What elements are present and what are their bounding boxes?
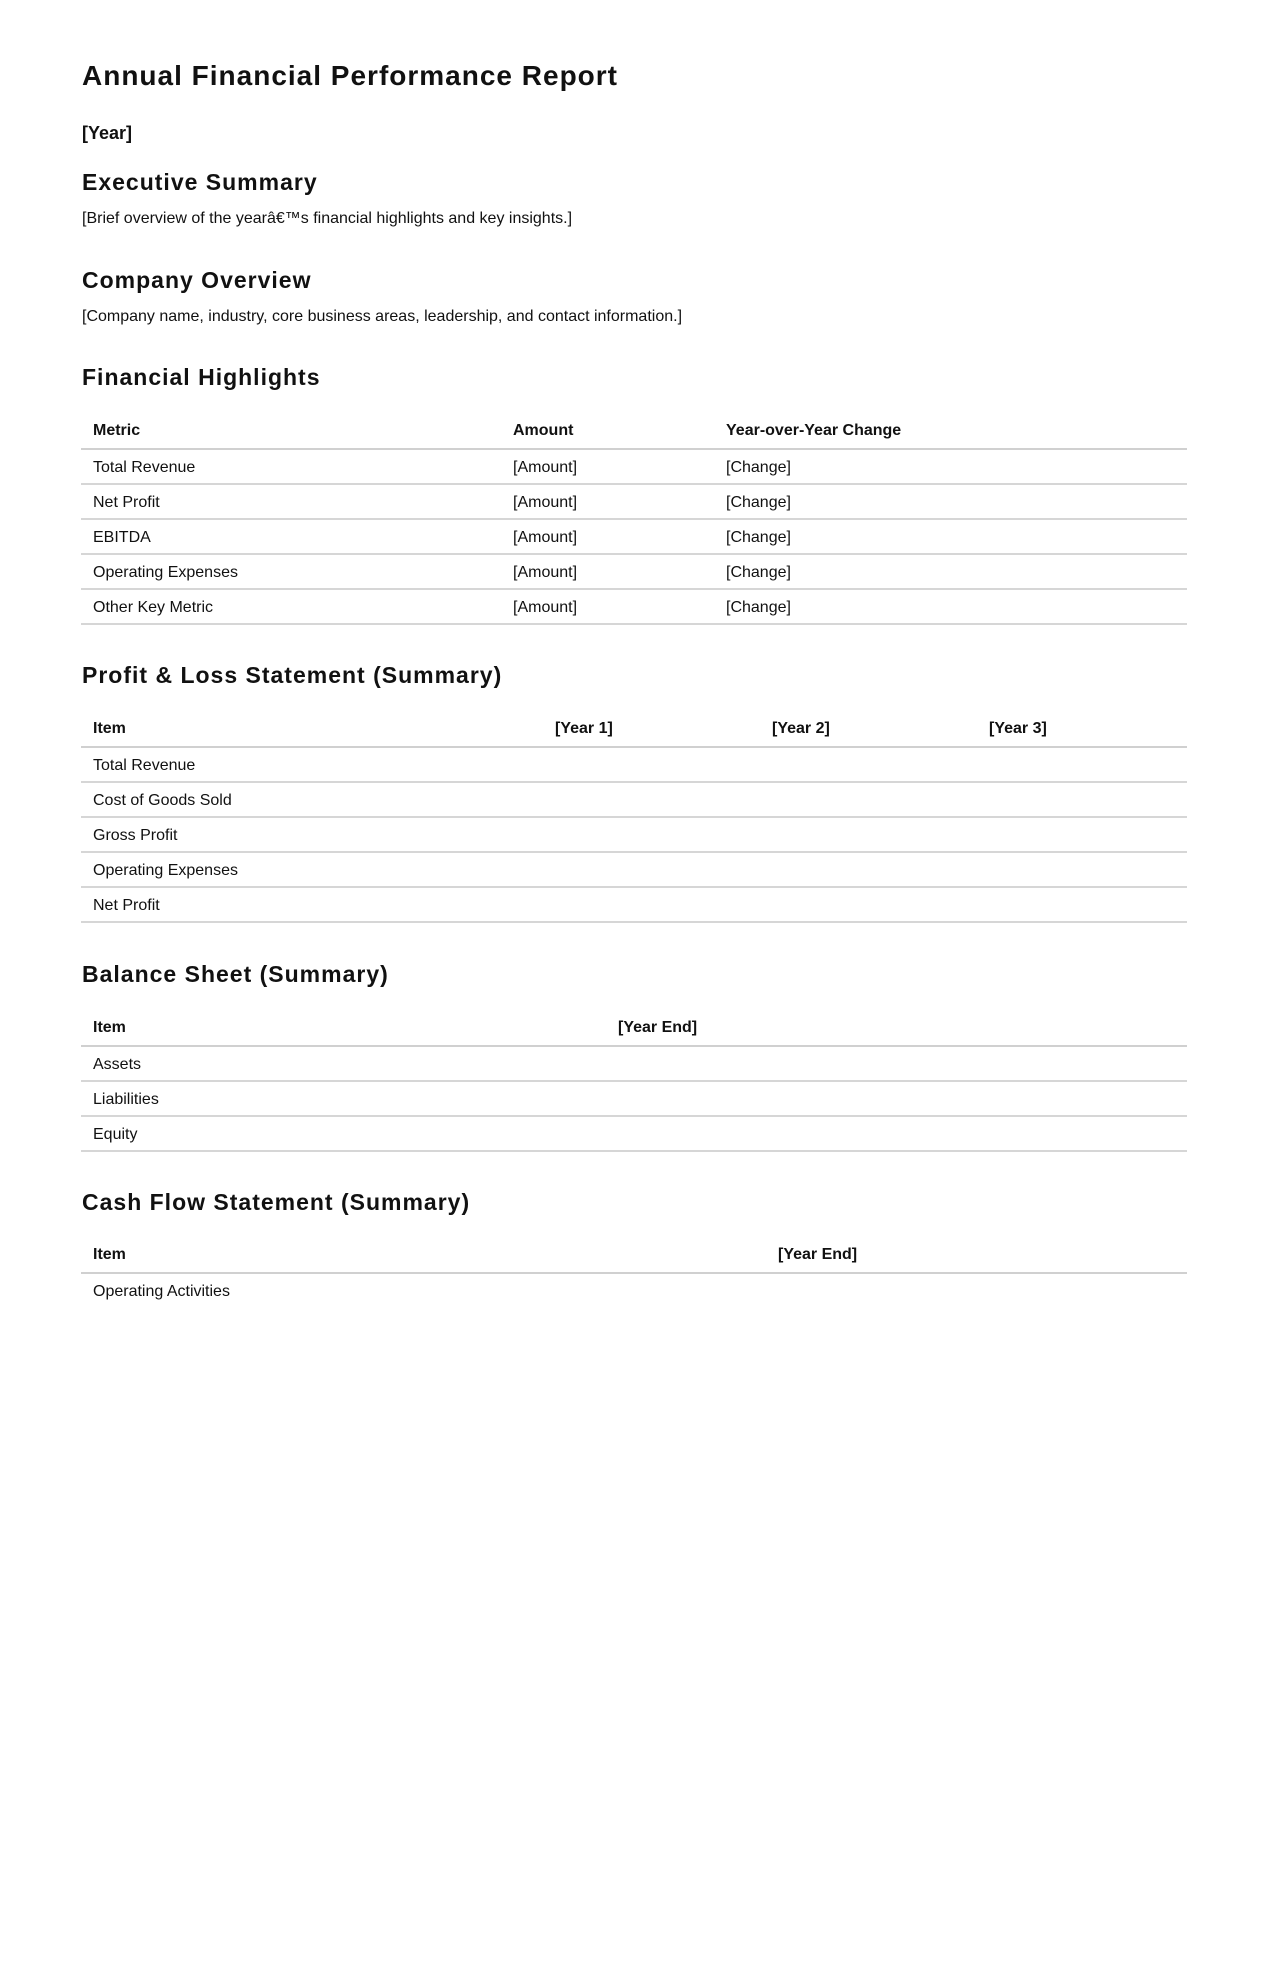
executive-summary-heading: Executive Summary [82,169,318,195]
year-1-cell [543,747,760,782]
table-row [81,887,1187,922]
change-cell: [Change] [714,519,1187,554]
report-year: [Year] [82,123,133,143]
amount-cell: [Amount] [501,519,714,554]
profit-loss-heading: Profit & Loss Statement (Summary) [82,662,503,688]
item-cell: Net Profit [81,887,543,922]
column-header-item: Item [81,711,543,747]
year-2-cell [760,782,977,817]
table-row [81,852,1187,887]
year-1-cell [543,817,760,852]
amount-cell: [Amount] [501,449,714,484]
year-1-cell [543,782,760,817]
item-cell: Liabilities [81,1081,606,1116]
report-title: Annual Financial Performance Report [82,60,618,91]
table-row [81,519,1187,554]
metric-cell: Net Profit [81,484,501,519]
table-row [81,484,1187,519]
year-2-cell [760,887,977,922]
year-3-cell [977,747,1187,782]
year-1-cell [543,887,760,922]
year-2-cell [760,747,977,782]
item-cell: Operating Activities [93,1283,230,1300]
column-header-year-2: [Year 2] [760,711,977,747]
column-header-amount: Amount [501,413,714,449]
change-cell: [Change] [714,589,1187,624]
item-cell: Cost of Goods Sold [81,782,543,817]
financial-highlights-table [81,413,1187,625]
table-row [81,782,1187,817]
column-header-year-end: [Year End] [766,1237,1187,1273]
year-2-cell [760,817,977,852]
table-row [81,554,1187,589]
column-header-year-1: [Year 1] [543,711,760,747]
executive-summary-text: [Brief overview of the yearâ€™s financial highlights and key insights.] [82,210,573,227]
item-cell: Equity [81,1116,606,1151]
amount-cell: [Amount] [501,589,714,624]
column-header-item: Item [81,1237,766,1273]
year-1-cell [543,852,760,887]
year-2-cell [760,852,977,887]
company-overview-text: [Company name, industry, core business areas, leadership, and contact information.] [82,308,683,325]
year-3-cell [977,782,1187,817]
financial-highlights-heading: Financial Highlights [82,364,321,390]
change-cell: [Change] [714,449,1187,484]
company-overview-heading: Company Overview [82,267,312,293]
column-header-year-end: [Year End] [606,1010,1187,1046]
balance-sheet-heading: Balance Sheet (Summary) [82,961,389,987]
item-cell: Gross Profit [81,817,543,852]
table-header-row [81,413,1187,449]
table-row [81,1273,1187,1308]
year-3-cell [977,887,1187,922]
column-header-year-3: [Year 3] [977,711,1187,747]
cash-flow-heading: Cash Flow Statement (Summary) [82,1189,471,1215]
year-3-cell [977,852,1187,887]
table-row [81,1116,1187,1151]
metric-cell: Other Key Metric [81,589,501,624]
item-cell: Assets [81,1046,606,1081]
change-cell: [Change] [714,484,1187,519]
cash-flow-table [81,1237,1187,1308]
metric-cell: Operating Expenses [81,554,501,589]
profit-loss-table [81,711,1187,923]
table-header-row [81,1010,1187,1046]
amount-cell: [Amount] [501,484,714,519]
table-row [81,1081,1187,1116]
year-end-cell [606,1081,1187,1116]
column-header-item: Item [81,1010,606,1046]
table-row [81,1046,1187,1081]
table-header-row [81,1237,1187,1273]
year-3-cell [977,817,1187,852]
table-row [81,817,1187,852]
table-row [81,747,1187,782]
item-cell: Operating Expenses [81,852,543,887]
metric-cell: Total Revenue [81,449,501,484]
balance-sheet-table [81,1010,1187,1152]
column-header-metric: Metric [81,413,501,449]
metric-cell: EBITDA [81,519,501,554]
table-row [81,449,1187,484]
table-header-row [81,711,1187,747]
year-end-cell [606,1116,1187,1151]
amount-cell: [Amount] [501,554,714,589]
column-header-yoy-change: Year-over-Year Change [714,413,1187,449]
change-cell: [Change] [714,554,1187,589]
table-row [81,589,1187,624]
year-end-cell [606,1046,1187,1081]
year-end-cell [766,1273,1187,1308]
item-cell: Total Revenue [81,747,543,782]
